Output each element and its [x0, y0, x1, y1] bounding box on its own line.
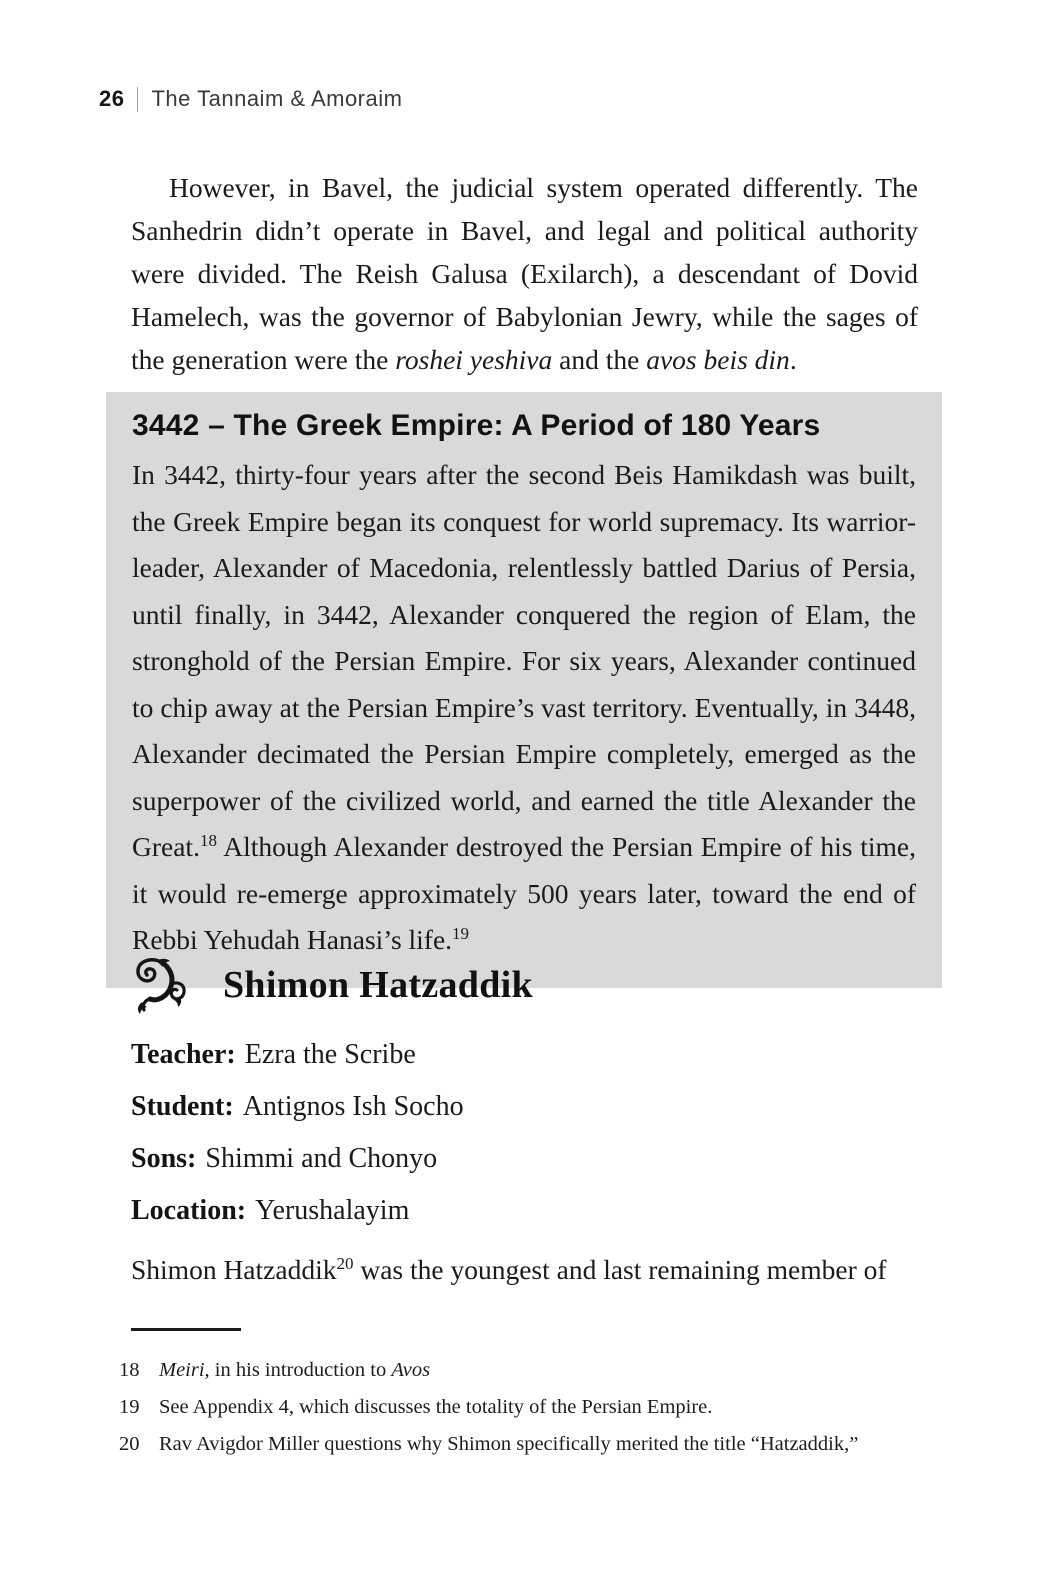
floral-flourish-icon: [128, 956, 190, 1014]
book-title: The Tannaim & Amoraim: [151, 86, 403, 111]
footnote-number: 20: [119, 1433, 140, 1455]
section-title: Shimon Hatzaddik: [223, 964, 533, 1006]
footnote-19: [119, 1389, 931, 1426]
profile-item-sons: [131, 1142, 464, 1175]
profile-label: Student:: [131, 1091, 234, 1122]
intro-paragraph: However, in Bavel, the judicial system operated differently. The Sanhedrin didn’t operate in Bavel, and legal and political authority were divided. The Reish Galusa (Exilarch), a descendant of Dovid Hamelech, was the governor of Babylonian Jewry, while the sages of the generation were the roshei yeshiva and the avos beis din.: [131, 172, 918, 375]
footnote-text: Rav Avigdor Miller questions why Shimon specifically merited the title “Hatzaddik,”: [159, 1433, 859, 1455]
footnotes: [119, 1352, 931, 1463]
profile-value: Ezra the Scribe: [244, 1039, 416, 1070]
running-header: [99, 86, 402, 112]
footnote-number: 18: [119, 1359, 140, 1381]
profile-label: Sons:: [131, 1143, 197, 1174]
footnote-18: [119, 1352, 931, 1389]
profile-value: Yerushalayim: [255, 1195, 410, 1226]
profile-value: Antignos Ish Socho: [242, 1091, 464, 1122]
page-number: 26: [99, 86, 125, 111]
profile-item-student: [131, 1090, 464, 1123]
profile-item-location: [131, 1194, 464, 1227]
footnote-20: [119, 1426, 931, 1463]
profile-value: Shimmi and Chonyo: [205, 1143, 438, 1174]
body-paragraph: Shimon Hatzaddik$^{20}$ was the youngest and last remaining member of: [131, 1253, 887, 1285]
profile-list: [131, 1038, 464, 1246]
header-divider: [137, 87, 138, 112]
timeline-box: [106, 392, 942, 988]
footnote-divider: [131, 1328, 241, 1331]
profile-label: Location:: [131, 1195, 247, 1226]
footnote-number: 19: [119, 1396, 140, 1418]
timeline-box-heading: 3442 – The Greek Empire: A Period of 180 Years: [132, 409, 821, 442]
timeline-box-body: In 3442, thirty-four years after the second Beis Hamikdash was built, the Greek Empire began its conquest for world supremacy. Its warrior-leader, Alexander of Macedonia, relentlessly battled Darius of Persia, until finally, in 3442, Alexander conquered the region of Elam, the stronghold of the Persian Empire. For six years, Alexander continued to chip away at the Persian Empire’s vast territory. Eventually, in 3448, Alexander decimated the Persian Empire completely, emerged as the superpower of the civilized world, and earned the title Alexander the Great.$^{18}$ Although Alexander destroyed the Persian Empire of his time, it would re-emerge approximately 500 years later, toward the end of Rebbi Yehudah Hanasi’s life.$^{19}$: [132, 459, 916, 955]
footnote-text: See Appendix 4, which discusses the totality of the Persian Empire.: [159, 1396, 713, 1418]
profile-label: Teacher:: [131, 1039, 236, 1070]
section-heading: [128, 956, 533, 1014]
profile-item-teacher: [131, 1038, 464, 1071]
footnote-text: Meiri, in his introduction to Avos: [159, 1359, 431, 1381]
